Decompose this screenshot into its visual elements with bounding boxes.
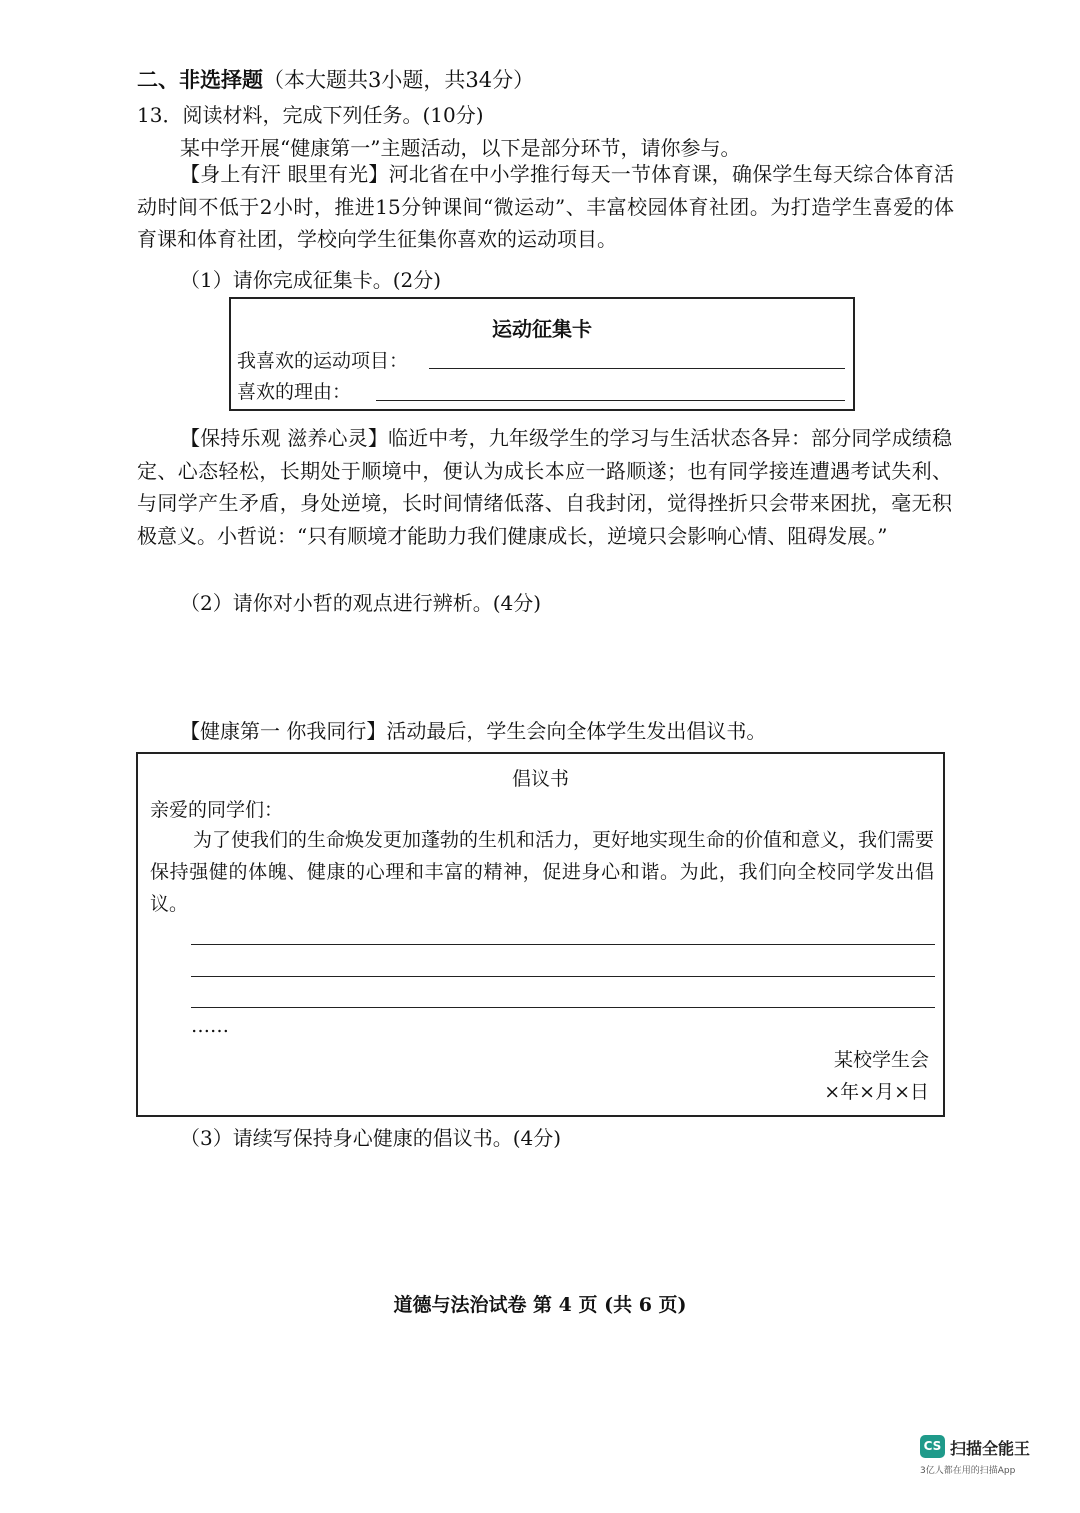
scanner-watermark (920, 1435, 1050, 1485)
question-stem: 13．阅读材料，完成下列任务。(10分) (137, 103, 484, 127)
scanner-tagline: 3亿人都在用的扫描App (920, 1466, 1016, 1476)
section-heading (137, 66, 534, 94)
proposal-write-line-3[interactable] (191, 1007, 935, 1008)
section-heading-title: 二、非选择题 (137, 67, 263, 92)
scanner-app-name: 扫描全能王 (950, 1439, 1031, 1458)
collection-card-title: 运动征集卡 (492, 317, 592, 341)
collection-card (229, 297, 855, 411)
proposal-date: ×年×月×日 (824, 1081, 929, 1103)
question-intro: 某中学开展“健康第一”主题活动，以下是部分环节，请你参与。 (180, 136, 741, 160)
proposal-body: 为了使我们的生命焕发更加蓬勃的生机和活力，更好地实现生命的价值和意义，我们需要保持强健的体魄、健康的心理和丰富的精神，促进身心和谐。为此，我们向全校同学发出倡议。 (150, 829, 935, 915)
proposal-signature: 某校学生会 (833, 1049, 929, 1071)
section-heading-note: （本大题共3小题，共34分） (263, 68, 535, 92)
task3-prompt: （3）请续写保持身心健康的倡议书。(4分) (180, 1126, 562, 1150)
proposal-letter (136, 752, 945, 1117)
card-field-sport-blank[interactable] (429, 368, 845, 369)
material-part2: 【保持乐观 滋养心灵】临近中考，九年级学生的学习与生活状态各异：部分同学成绩稳定、心态轻松，长期处于顺境中，便认为成长本应一路顺遂；也有同学接连遭遇考试失利、与同学产生矛盾，身处逆境，长时间情绪低落、自我封闭，觉得挫折只会带来困扰，毫无积极意义。小哲说：“只有顺境才能助力我们健康成长，逆境只会影响心情、阻碍发展。” (137, 426, 952, 548)
task2-prompt: （2）请你对小哲的观点进行辨析。(4分) (180, 591, 542, 615)
proposal-salutation: 亲爱的同学们： (150, 799, 284, 821)
page-footer: 道德与法治试卷 第 4 页 (共 6 页) (393, 1294, 687, 1316)
proposal-write-line-2[interactable] (191, 976, 935, 977)
card-field-sport-label: 我喜欢的运动项目： (237, 350, 409, 372)
material-part1: 【身上有汗 眼里有光】河北省在中小学推行每天一节体育课，确保学生每天综合体育活动时间不低于2小时，推进15分钟课间“微运动”、丰富校园体育社团。为打造学生喜爱的体育课和体育社团，学校向学生征集你喜欢的运动项目。 (137, 162, 954, 251)
proposal-ellipsis: …… (191, 1015, 229, 1037)
card-field-reason-blank[interactable] (376, 400, 845, 401)
card-field-reason-label: 喜欢的理由： (237, 381, 352, 403)
task1-prompt: （1）请你完成征集卡。(2分) (180, 268, 442, 292)
proposal-write-line-1[interactable] (191, 944, 935, 945)
scanner-logo-icon: CS (920, 1435, 945, 1458)
proposal-title: 倡议书 (511, 768, 569, 790)
material-part3: 【健康第一 你我同行】活动最后，学生会向全体学生发出倡议书。 (180, 719, 767, 743)
